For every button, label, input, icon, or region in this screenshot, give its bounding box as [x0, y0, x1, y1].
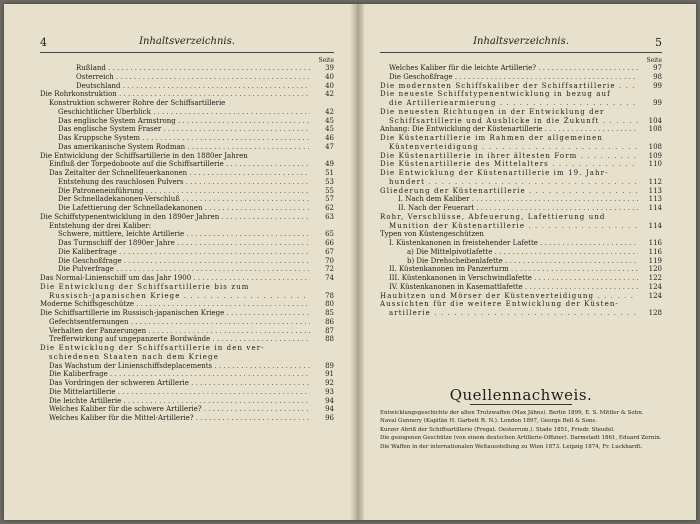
- toc-entry-title: Die Geschoßfrage . . .: [380, 73, 638, 82]
- right-running-title: Inhaltsverzeichnis.: [473, 36, 569, 47]
- toc-heading: Die Entwicklung der Schiffsartillerie in den 1880er Jahren: [40, 151, 248, 160]
- left-page-number: 4: [40, 36, 47, 49]
- toc-entry-title: Deutschland . . .: [40, 82, 310, 91]
- toc-entry-title: Das englische System Armstrong . . .: [40, 117, 310, 126]
- toc-entry-page: 96: [325, 414, 334, 422]
- toc-heading: Entstehung der drei Kaliber:: [49, 221, 152, 230]
- toc-entry-page: 99: [653, 81, 662, 90]
- toc-entry: [380, 204, 662, 213]
- toc-entry: [40, 90, 334, 99]
- toc-entry-page: 40: [325, 72, 334, 81]
- toc-entry-title: Gefechtsentfernungen . . .: [40, 318, 310, 327]
- toc-entry: [380, 248, 662, 257]
- toc-entry-page: 89: [325, 361, 334, 370]
- source-entry: Entwicklungsgeschichte der alten Trutzwaffen (Max Jähns). Berlin 1899, E. S. Mittler & Sohn.: [380, 410, 644, 416]
- left-header-rule: [40, 52, 334, 53]
- toc-entry: [380, 82, 662, 91]
- toc-entry: [40, 414, 334, 423]
- book-gutter: [350, 4, 364, 520]
- toc-entry-page: 46: [325, 134, 334, 142]
- toc-entry-page: 124: [648, 282, 662, 291]
- toc-entry-title: Entstehung des rauchlosen Pulvers . . .: [40, 178, 310, 187]
- toc-entry: [380, 309, 662, 318]
- toc-entry-page: 91: [325, 370, 334, 379]
- toc-entry: [380, 283, 662, 292]
- toc-entry-title: Österreich . . .: [40, 73, 310, 82]
- toc-heading: schiedenen Staaten nach dem Kriege: [49, 352, 219, 361]
- toc-entry: [380, 143, 662, 152]
- toc-entry-page: 39: [325, 64, 334, 72]
- toc-entry-title: Schiffsartillerie und Ausblicke in die Zukunft . . .: [380, 117, 638, 126]
- toc-entry: [40, 405, 334, 414]
- toc-entry-title: IV. Küstenkanonen in Kasemattlafette . . .: [380, 283, 638, 292]
- toc-entry: [380, 117, 662, 126]
- toc-entry-title: Das Vordringen der schweren Artillerie . . .: [40, 379, 310, 388]
- toc-entry-title: a) Die Mittelpivotlafette . . .: [380, 248, 638, 257]
- toc-entry: [40, 309, 334, 318]
- toc-entry-title: Das Zeitalter der Schnellfeuerkanonen . . .: [40, 169, 310, 178]
- toc-entry-page: 104: [648, 116, 662, 125]
- toc-entry-page: 119: [648, 256, 662, 265]
- toc-entry: [40, 397, 334, 406]
- left-page: [40, 4, 334, 520]
- toc-entry: [40, 213, 334, 222]
- toc-entry: [380, 265, 662, 274]
- toc-entry: [40, 239, 334, 248]
- toc-entry-title: Die modernsten Schiffskaliber der Schiffsartillerie . . .: [380, 82, 638, 91]
- toc-entry: [40, 178, 334, 187]
- toc-entry-page: 45: [325, 116, 334, 125]
- toc-entry-page: 99: [653, 99, 662, 107]
- toc-entry-title: Das Turmschiff der 1890er Jahre . . .: [40, 239, 310, 248]
- toc-entry-page: 51: [325, 169, 334, 177]
- toc-entry-page: 97: [653, 64, 662, 72]
- toc-entry: [380, 292, 662, 301]
- toc-entry-title: Die Rohrkonstruktion . . .: [40, 90, 310, 99]
- toc-entry: [40, 327, 334, 336]
- left-running-title: Inhaltsverzeichnis.: [139, 36, 235, 47]
- toc-entry-page: 112: [648, 177, 662, 186]
- toc-entry: [380, 274, 662, 283]
- toc-entry-page: 86: [325, 317, 334, 326]
- left-toc: [40, 64, 334, 423]
- toc-entry: [380, 195, 662, 204]
- toc-entry-page: 128: [648, 309, 662, 317]
- toc-entry-title: Das Wachstum der Linienschiffsdeplacements . . .: [40, 362, 310, 371]
- toc-entry-title: Welches Kaliber für die Mittel-Artillerie? . . .: [40, 414, 310, 423]
- toc-entry-page: 47: [325, 142, 334, 151]
- toc-entry-title: Einfluß der Torpedoboote auf die Schiffsartillerie . . .: [40, 160, 310, 169]
- source-entry: Die Waffen in der internationalen Weltausstellung zu Wien 1873. Leipzig 1874, Fr. Luckhardt.: [380, 443, 643, 450]
- toc-entry-page: 108: [648, 142, 662, 151]
- toc-entry: [40, 388, 334, 397]
- toc-entry-page: 116: [648, 247, 662, 256]
- toc-entry-title: Trefferwirkung auf ungepanzerte Bordwände . . .: [40, 335, 310, 344]
- toc-entry: [40, 187, 334, 196]
- source-entry: Naval Gunnery (Kapitän H. Garbett R. N.). London 1897, George Bell & Sons.: [380, 418, 598, 425]
- toc-entry-page: 65: [325, 230, 334, 239]
- toc-entry-page: 57: [325, 195, 334, 204]
- toc-entry-page: 114: [648, 221, 662, 230]
- sources-title: Quellennachweis.: [449, 386, 593, 404]
- toc-entry: [380, 222, 662, 231]
- toc-entry-page: 114: [648, 204, 662, 212]
- toc-entry-title: Welches Kaliber für die leichte Artillerie? . . .: [380, 64, 638, 73]
- toc-entry-title: Die Kaliberfrage . . .: [40, 248, 310, 257]
- sources-rule: [470, 404, 572, 405]
- toc-entry: [40, 195, 334, 204]
- toc-entry-page: 63: [325, 212, 334, 221]
- toc-entry: [40, 257, 334, 266]
- toc-entry-page: 113: [648, 186, 662, 195]
- toc-entry: [40, 169, 334, 178]
- toc-heading: Rohr, Verschlüsse, Abfeuerung, Lafettierung und: [380, 212, 606, 221]
- toc-entry-page: 98: [653, 72, 662, 81]
- toc-entry-page: 116: [648, 239, 662, 247]
- toc-entry-page: 108: [648, 125, 662, 134]
- toc-entry-page: 42: [325, 107, 334, 116]
- toc-entry-title: artillerie . . .: [380, 309, 638, 318]
- right-page-number: 5: [655, 36, 662, 49]
- toc-entry-title: Der Schnelladekanonen-Verschluß . . .: [40, 195, 310, 204]
- book-spread: [4, 4, 696, 520]
- toc-entry: [40, 134, 334, 143]
- toc-entry: [380, 160, 662, 169]
- toc-entry-title: Munition der Küstenartillerie . . .: [380, 222, 638, 231]
- toc-heading: Die Entwicklung der Schiffsartillerie in den ver-: [40, 344, 265, 352]
- toc-entry-page: 66: [325, 239, 334, 247]
- toc-entry-page: 110: [648, 160, 662, 169]
- right-page: [380, 4, 662, 520]
- toc-entry-page: 49: [325, 160, 334, 169]
- sources-list: [380, 410, 662, 452]
- toc-entry: [380, 178, 662, 187]
- toc-entry: [40, 160, 334, 169]
- toc-entry-title: Rußland . . .: [40, 64, 310, 73]
- toc-entry: [40, 318, 334, 327]
- toc-entry-title: Die Lafettierung der Schnelladekanonen . . .: [40, 204, 310, 213]
- toc-entry-title: Schwere, mittlere, leichte Artillerie . . .: [40, 230, 310, 239]
- toc-entry: [40, 300, 334, 309]
- toc-entry-title: Die Kaliberfrage . . .: [40, 370, 310, 379]
- toc-entry-title: I. Nach dem Kaliber . . .: [380, 195, 638, 204]
- toc-entry-title: Haubitzen und Mörser der Küstenverteidigung . . .: [380, 292, 638, 301]
- toc-entry-page: 109: [648, 151, 662, 160]
- toc-heading: Die Küstenartillerie im Rahmen der allgemeinen: [380, 134, 603, 142]
- toc-entry: [40, 125, 334, 134]
- toc-entry-title: Geschichtlicher Überblick . . .: [40, 108, 310, 117]
- toc-entry: [40, 117, 334, 126]
- toc-entry: [380, 152, 662, 161]
- toc-entry-title: Anhang: Die Entwicklung der Küstenartillerie . . .: [380, 125, 638, 134]
- toc-entry-page: 70: [325, 256, 334, 265]
- toc-entry: [40, 335, 334, 344]
- toc-entry-title: Die Küstenartillerie des Mittelalters . . .: [380, 160, 638, 169]
- toc-heading: Die neuesten Richtungen in der Entwicklung der: [380, 107, 605, 116]
- toc-entry-page: 45: [325, 125, 334, 134]
- toc-entry-title: die Artilleriearmierung . . .: [380, 99, 638, 108]
- toc-entry: [40, 108, 334, 117]
- toc-entry: [40, 370, 334, 379]
- toc-entry: [40, 204, 334, 213]
- toc-entry-page: 87: [325, 326, 334, 335]
- toc-heading: Konstruktion schwerer Rohre der Schiffsartillerie: [49, 99, 226, 107]
- toc-entry-title: Die Mittelartillerie . . .: [40, 388, 310, 397]
- right-toc: [380, 64, 662, 318]
- left-seite-label: Seite: [318, 57, 334, 64]
- toc-entry-page: 74: [325, 274, 334, 282]
- toc-entry-page: 94: [325, 396, 334, 405]
- toc-entry-title: Das Normal-Linienschiff um das Jahr 1900 . . .: [40, 274, 310, 283]
- toc-entry-title: Verhalten der Panzerungen . . .: [40, 327, 310, 336]
- toc-entry-page: 78: [325, 291, 334, 300]
- toc-entry: [40, 379, 334, 388]
- toc-entry-title: Gliederung der Küstenartillerie . . .: [380, 187, 638, 196]
- toc-entry-page: 122: [648, 274, 662, 282]
- toc-entry-page: 40: [325, 81, 334, 90]
- left-page-header: [40, 36, 334, 50]
- toc-entry-title: II. Küstenkanonen im Panzerturm . . .: [380, 265, 638, 274]
- toc-entry-title: Russisch-japanischen Kriege . . .: [40, 292, 310, 301]
- toc-entry: [380, 99, 662, 108]
- toc-entry: [40, 143, 334, 152]
- toc-entry-page: 42: [325, 90, 334, 99]
- toc-entry-title: Das amerikanische System Rodman . . .: [40, 143, 310, 152]
- toc-entry-page: 67: [325, 247, 334, 256]
- toc-entry: [40, 292, 334, 301]
- toc-entry-title: hundert . . .: [380, 178, 638, 187]
- toc-entry: [380, 73, 662, 82]
- toc-entry-title: III. Küstenkanonen in Verschwindlafette . . .: [380, 274, 638, 283]
- toc-entry-title: Die Schiffsartillerie im Russisch-japanischen Kriege . . .: [40, 309, 310, 318]
- toc-entry-page: 120: [648, 265, 662, 274]
- right-page-header: [380, 36, 662, 50]
- toc-entry-page: 55: [325, 186, 334, 195]
- toc-heading: Typen von Küstengeschützen: [380, 230, 484, 239]
- toc-entry-title: I. Küstenkanonen in freistehender Lafette . . .: [380, 239, 638, 248]
- toc-entry-page: 85: [325, 309, 334, 317]
- toc-entry-page: 124: [648, 291, 662, 300]
- toc-entry-page: 94: [325, 405, 334, 414]
- toc-entry-title: Die Schiffstypenentwicklung in den 1890er Jahren . . .: [40, 213, 310, 222]
- toc-entry-page: 62: [325, 204, 334, 212]
- toc-entry-title: Die Patroneneinführung . . .: [40, 187, 310, 196]
- toc-heading: Die neueste Schiffstypenentwicklung in bezug auf: [380, 90, 611, 99]
- toc-entry: [380, 64, 662, 73]
- toc-entry: [40, 64, 334, 73]
- toc-entry-page: 88: [325, 335, 334, 344]
- toc-entry: [380, 239, 662, 248]
- right-seite-label: Seite: [646, 57, 662, 64]
- toc-entry-page: 80: [325, 300, 334, 309]
- toc-entry-title: Küstenverteidigung . . .: [380, 143, 638, 152]
- toc-entry-title: Die leichte Artillerie . . .: [40, 397, 310, 406]
- toc-entry: [40, 82, 334, 91]
- toc-entry-title: Die Geschoßfrage . . .: [40, 257, 310, 266]
- toc-entry: [40, 265, 334, 274]
- source-entry: Kurzer Abriß der Schiffsartillerie (Fregat. Oesterrum.). Stade 1851, Friedr. Steudel.: [380, 426, 615, 433]
- toc-entry-title: b) Die Drehscheibenlafette . . .: [380, 257, 638, 266]
- toc-entry-page: 93: [325, 387, 334, 396]
- toc-heading: Aussichten für die weitere Entwicklung der Küsten-: [380, 300, 619, 309]
- toc-entry-title: Die Pulverfrage . . .: [40, 265, 310, 274]
- toc-entry: [380, 125, 662, 134]
- toc-entry: [40, 362, 334, 371]
- toc-heading: Die Entwicklung der Schiffsartillerie bis zum: [40, 282, 250, 291]
- toc-entry-title: Das Kruppsche System . . .: [40, 134, 310, 143]
- source-entry: Die gezogenen Geschütze (von einem deutschen Artillerie-Offizier). Darmstadt 1861, Eduard Zernin.: [380, 435, 662, 442]
- toc-entry: [380, 257, 662, 266]
- toc-entry-page: 92: [325, 379, 334, 387]
- toc-heading: Die Entwicklung der Küstenartillerie im 19. Jahr-: [380, 169, 609, 177]
- toc-entry: [40, 274, 334, 283]
- toc-entry-page: 72: [325, 265, 334, 274]
- toc-entry-page: 113: [648, 195, 662, 204]
- toc-entry-title: II. Nach der Feuerart . . .: [380, 204, 638, 213]
- toc-entry-page: 53: [325, 177, 334, 186]
- toc-entry-title: Welches Kaliber für die schwere Artillerie? . . .: [40, 405, 310, 414]
- toc-entry-title: Moderne Schiffsgeschütze . . .: [40, 300, 310, 309]
- toc-entry-title: Das englische System Fraser . . .: [40, 125, 310, 134]
- toc-entry-title: Die Küstenartillerie in ihrer ältesten Form . . .: [380, 152, 638, 161]
- toc-entry: [40, 73, 334, 82]
- right-header-rule: [380, 52, 662, 53]
- toc-entry: [40, 230, 334, 239]
- toc-entry: [380, 187, 662, 196]
- toc-entry: [40, 248, 334, 257]
